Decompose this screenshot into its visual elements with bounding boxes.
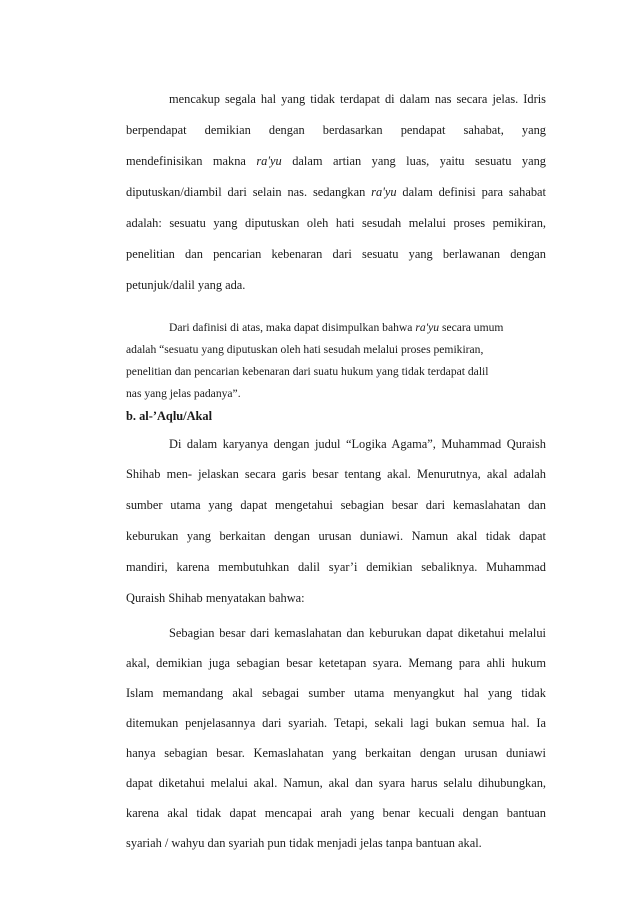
paragraph-1-line-7: petunjuk/dalil yang ada. bbox=[126, 278, 246, 292]
paragraph-4-line-3: Islam memandang akal sebagai sumber utama menyangkut hal yang tidak bbox=[126, 686, 546, 700]
paragraph-4-line-2: akal, demikian juga sebagian besar ketetapan syara. Memang para ahli hukum bbox=[126, 656, 546, 670]
paragraph-4-line-1: Sebagian besar dari kemaslahatan dan keburukan dapat diketahui melalui bbox=[169, 626, 546, 640]
paragraph-3-line-3: sumber utama yang dapat mengetahui sebagian besar dari kemaslahatan dan bbox=[126, 498, 546, 512]
paragraph-3-line-4: keburukan yang berkaitan dengan urusan duniawi. Namun akal tidak dapat bbox=[126, 529, 546, 543]
paragraph-1-line-2: berpendapat demikian dengan berdasarkan pendapat sahabat, yang bbox=[126, 123, 546, 137]
paragraph-1-line-1: mencakup segala hal yang tidak terdapat di dalam nas secara jelas. Idris bbox=[169, 92, 546, 106]
paragraph-1-line-4: diputuskan/diambil dari selain nas. sedangkan ra'yu dalam definisi para sahabat bbox=[126, 185, 546, 199]
paragraph-4-line-5: hanya sebagian besar. Kemaslahatan yang berkaitan dengan urusan duniawi bbox=[126, 746, 546, 760]
paragraph-2-line-4: nas yang jelas padanya”. bbox=[126, 387, 241, 400]
paragraph-3-line-2: Shihab men- jelaskan secara garis besar tentang akal. Menurutnya, akal adalah bbox=[126, 467, 546, 481]
paragraph-1-line-3: mendefinisikan makna ra'yu dalam artian yang luas, yaitu sesuatu yang bbox=[126, 154, 546, 168]
paragraph-2-line-1: Dari dafinisi di atas, maka dapat disimpulkan bahwa ra'yu secara umum bbox=[169, 321, 504, 334]
paragraph-4-line-6: dapat diketahui melalui akal. Namun, akal dan syara harus selalu dihubungkan, bbox=[126, 776, 546, 790]
paragraph-4-line-8: syariah / wahyu dan syariah pun tidak menjadi jelas tanpa bantuan akal. bbox=[126, 836, 482, 850]
paragraph-2-line-2: adalah “sesuatu yang diputuskan oleh hati sesudah melalui proses pemikiran, bbox=[126, 343, 484, 356]
section-heading: b. al-’Aqlu/Akal bbox=[126, 409, 213, 423]
paragraph-1-line-6: penelitian dan pencarian kebenaran dari sesuatu yang berlawanan dengan bbox=[126, 247, 546, 261]
paragraph-3-line-6: Quraish Shihab menyatakan bahwa: bbox=[126, 591, 305, 605]
paragraph-2-line-3: penelitian dan pencarian kebenaran dari suatu hukum yang tidak terdapat dalil bbox=[126, 365, 489, 378]
paragraph-1-line-5: adalah: sesuatu yang diputuskan oleh hati sesudah melalui proses pemikiran, bbox=[126, 216, 546, 230]
paragraph-4-line-7: karena akal tidak dapat mencapai arah yang benar kecuali dengan bantuan bbox=[126, 806, 546, 820]
paragraph-4-line-4: ditemukan penjelasannya dari syariah. Tetapi, sekali lagi bukan semua hal. Ia bbox=[126, 716, 546, 730]
paragraph-3-line-1: Di dalam karyanya dengan judul “Logika Agama”, Muhammad Quraish bbox=[169, 437, 546, 451]
paragraph-3-line-5: mandiri, karena membutuhkan dalil syar’i demikian sebaliknya. Muhammad bbox=[126, 560, 546, 574]
